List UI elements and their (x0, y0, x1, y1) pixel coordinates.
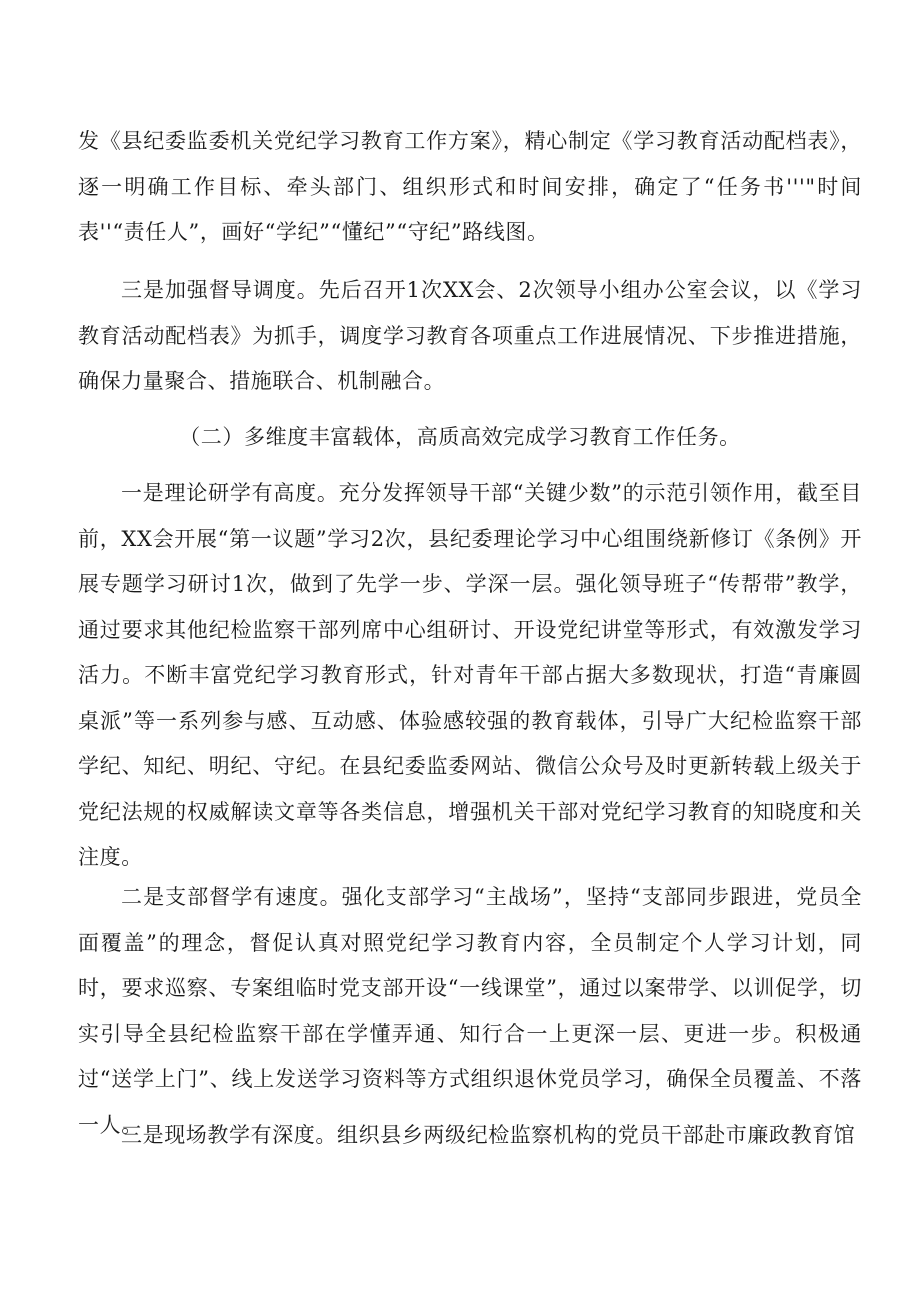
section-heading: （二）多维度丰富载体，高质高效完成学习教育工作任务。 (179, 425, 741, 449)
paragraph-branch-study: 二是支部督学有速度。强化支部学习“主战场”，坚持“支部同步跟进，党员全面覆盖”的理念，督促认真对照党纪学习教育内容，全员制定个人学习计划，同时，要求巡察、专案组临时党支部开设“一线课堂”，通过以案带学、以训促学，切实引导全县纪检监察干部在学懂弄通、知行合一上更深一层、更进一步。积极通过“送学上门”、线上发送学习资料等方式组织退休党员学习，确保全员覆盖、不落一人。 (78, 885, 862, 1137)
paragraph-onsite-teaching: 三是现场教学有深度。组织县乡两级纪检监察机构的党员干部赴市廉政教育馆 (121, 1123, 856, 1147)
paragraph-theory-study: 一是理论研学有高度。充分发挥领导干部“关键少数”的示范引领作用，截至目前，XX会开展“第一议题”学习2次，县纪委理论学习中心组围绕新修订《条例》开展专题学习研讨1次，做到了先学一步、学深一层。强化领导班子“传帮带”教学，通过要求其他纪检监察干部列席中心组研讨、开设党纪讲堂等形式，有效激发学习活力。不断丰富党纪学习教育形式，针对青年干部占据大多数现状，打造“青廉圆桌派”等一系列参与感、互动感、体验感较强的教育载体，引导广大纪检监察干部学纪、知纪、明纪、守纪。在县纪委监委网站、微信公众号及时更新转载上级关于党纪法规的权威解读文章等各类信息，增强机关干部对党纪学习教育的知晓度和关注度。 (78, 481, 862, 869)
paragraph-supervision: 三是加强督导调度。先后召开1次XX会、2次领导小组办公室会议，以《学习教育活动配档表》为抓手，调度学习教育各项重点工作进展情况、下步推进措施，确保力量聚合、措施联合、机制融合。 (78, 278, 862, 393)
paragraph-work-plan: 发《县纪委监委机关党纪学习教育工作方案》，精心制定《学习教育活动配档表》，逐一明确工作目标、牵头部门、组织形式和时间安排，确定了“任务书'''"时间表''“责任人”，画好“学纪”“懂纪”“守纪”路线图。 (78, 129, 862, 244)
